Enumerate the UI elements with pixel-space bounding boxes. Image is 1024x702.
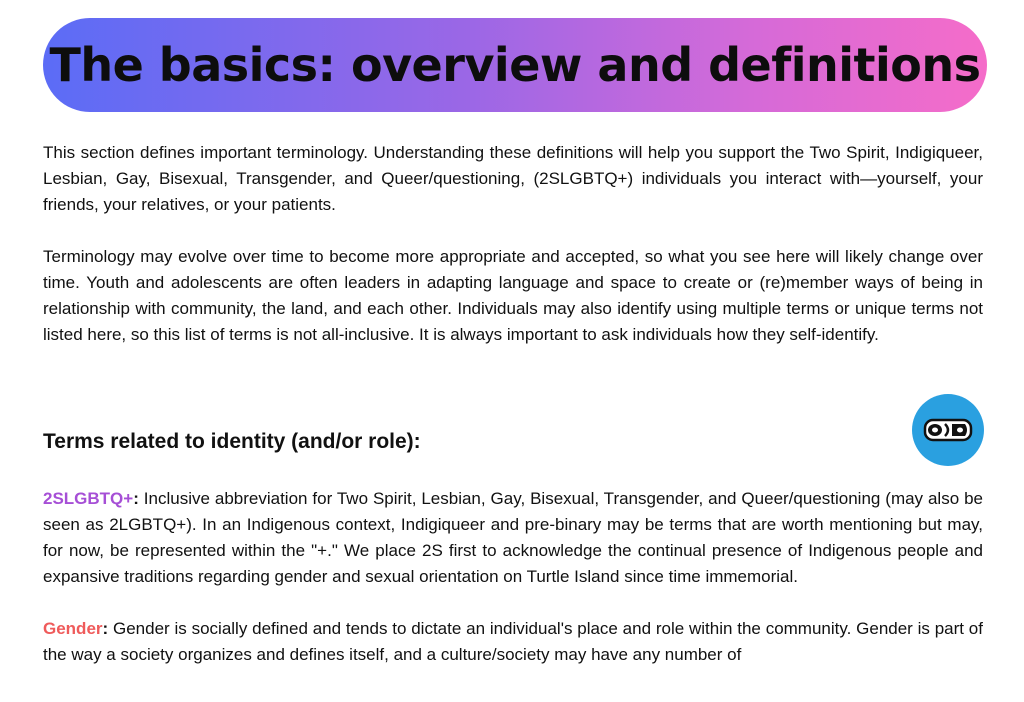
intro-section <box>43 140 983 348</box>
definition-separator: : <box>102 619 109 638</box>
formline-art-icon <box>912 394 984 466</box>
definition-gender <box>43 616 983 668</box>
intro-paragraph-1: This section defines important terminology. Understanding these definitions will help you support the Two Spirit, Indigiqueer, Lesbian, Gay, Bisexual, Transgender, and Queer/questioning, (2SLGBTQ+) individuals you interact with—yourself, your friends, your relatives, or your patients. <box>43 143 983 214</box>
section-heading: Terms related to identity (and/or role): <box>43 430 421 453</box>
page-title: The basics: overview and definitions <box>49 38 981 92</box>
definition-term: Gender <box>43 619 103 638</box>
definition-text: Inclusive abbreviation for Two Spirit, Lesbian, Gay, Bisexual, Transgender, and Queer/questioning (may also be seen as 2LGBTQ+). In an Indigenous context, Indigiqueer and pre-binary may be terms that are worth mentioning but may, for now, be represented within the "+." We place 2S first to acknowledge the continual presence of Indigenous people and expansive traditions regarding gender and sexual orientation on Turtle Island since time immemorial. <box>43 489 983 586</box>
definitions-list <box>43 486 983 694</box>
definition-2slgbtq <box>43 486 983 590</box>
definition-text: Gender is socially defined and tends to dictate an individual's place and role within the community. Gender is part of the way a society organizes and defines itself, and a culture/society may have any number of <box>43 619 983 664</box>
title-banner <box>43 18 987 112</box>
definition-term: 2SLGBTQ+ <box>43 489 134 508</box>
definition-separator: : <box>133 489 139 508</box>
intro-paragraph-2: Terminology may evolve over time to become more appropriate and accepted, so what you see here will likely change over time. Youth and adolescents are often leaders in adapting language and space to create or (re)member ways of being in relationship with community, the land, and each other. Individuals may also identify using multiple terms or unique terms not listed here, so this list of terms is not all-inclusive. It is always important to ask individuals how they self-identify. <box>43 247 983 344</box>
